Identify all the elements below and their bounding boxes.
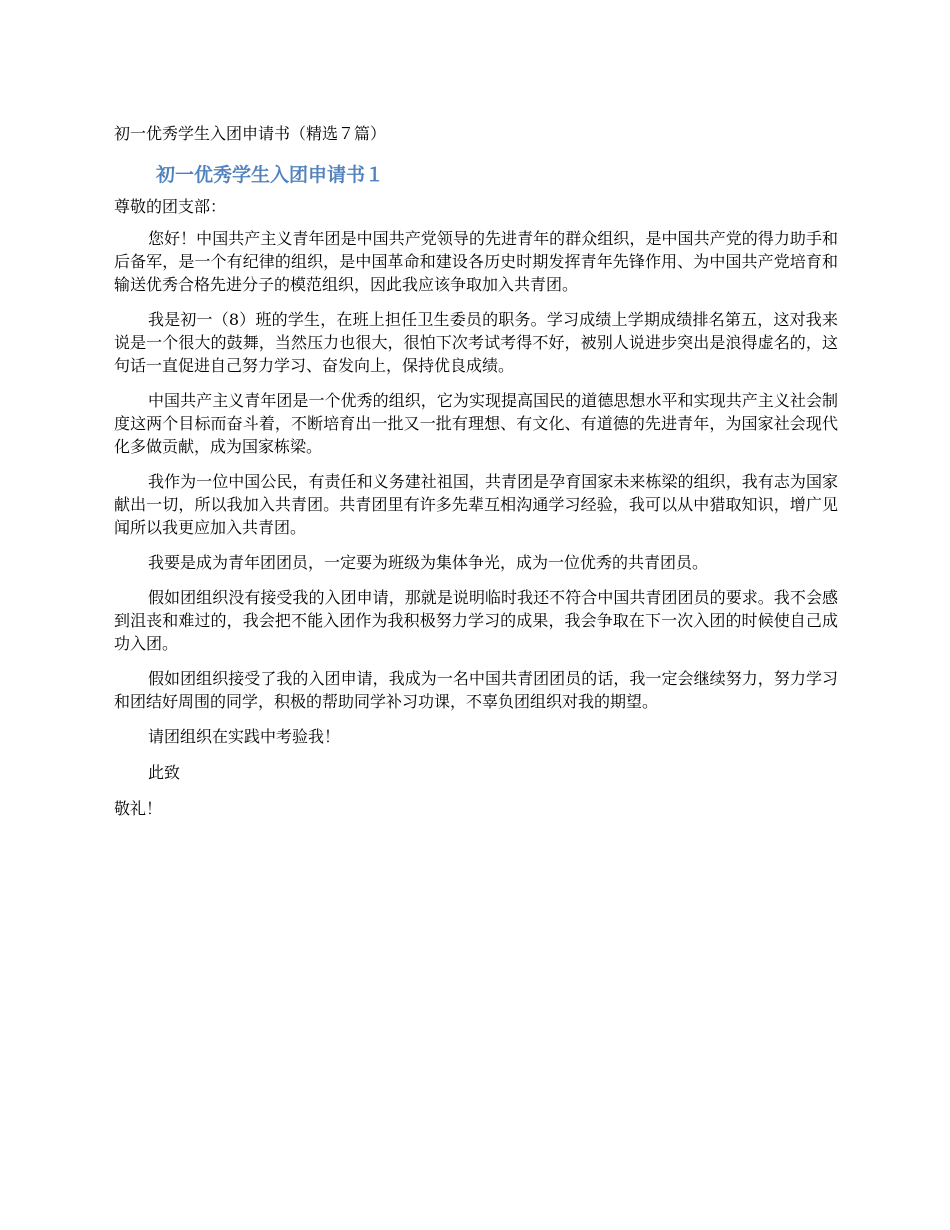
paragraph-commitment: 我要是成为青年团团员，一定要为班级为集体争光，成为一位优秀的共青团员。	[148, 553, 709, 572]
salutation: 尊敬的团支部：	[114, 197, 227, 216]
closing-line: 此致	[148, 763, 181, 782]
paragraph-greeting: 您好！中国共产主义青年团是中国共产党领导的先进青年的群众组织，是中国共产党的得力助手和后备军，是一个有纪律的组织，是中国革命和建设各历史时期发挥青年先锋作用、为中国共产党培育和输送优秀合格先进分子的模范组织，因此我应该争取加入共青团。	[114, 229, 838, 294]
sign-off: 敬礼！	[114, 799, 163, 818]
paragraph-if-rejected: 假如团组织没有接受我的入团申请，那就是说明临时我还不符合中国共青团团员的要求。我不会感到沮丧和难过的，我会把不能入团作为我积极努力学习的成果，我会争取在下一次入团的时候使自己成功入团。	[114, 588, 838, 653]
paragraph-league-description: 中国共产主义青年团是一个优秀的组织，它为实现提高国民的道德思想水平和实现共产主义社会制度这两个目标而奋斗着，不断培育出一批又一批有理想、有文化、有道德的先进青年，为国家社会现代化多做贡献，成为国家栋梁。	[114, 391, 838, 456]
paragraph-request: 请团组织在实践中考验我！	[148, 727, 341, 746]
document-body	[114, 121, 838, 821]
paragraph-if-accepted: 假如团组织接受了我的入团申请，我成为一名中国共青团团员的话，我一定会继续努力，努力学习和团结好周围的同学，积极的帮助同学补习功课，不辜负团组织对我的期望。	[114, 669, 838, 711]
section-heading: 初一优秀学生入团申请书１	[156, 164, 385, 186]
paragraph-motivation: 我作为一位中国公民，有责任和义务建社祖国，共青团是孕育国家未来栋梁的组织，我有志为国家献出一切，所以我加入共青团。共青团里有许多先辈互相沟通学习经验，我可以从中猎取知识，增广见闻所以我更应加入共青团。	[114, 472, 838, 537]
paragraph-self-introduction: 我是初一（8）班的学生，在班上担任卫生委员的职务。学习成绩上学期成绩排名第五，这对我来说是一个很大的鼓舞，当然压力也很大，很怕下次考试考得不好，被别人说进步突出是浪得虚名的，这句话一直促进自己努力学习、奋发向上，保持优良成绩。	[114, 310, 838, 375]
document-title: 初一优秀学生入团申请书（精选７篇）	[114, 124, 387, 143]
